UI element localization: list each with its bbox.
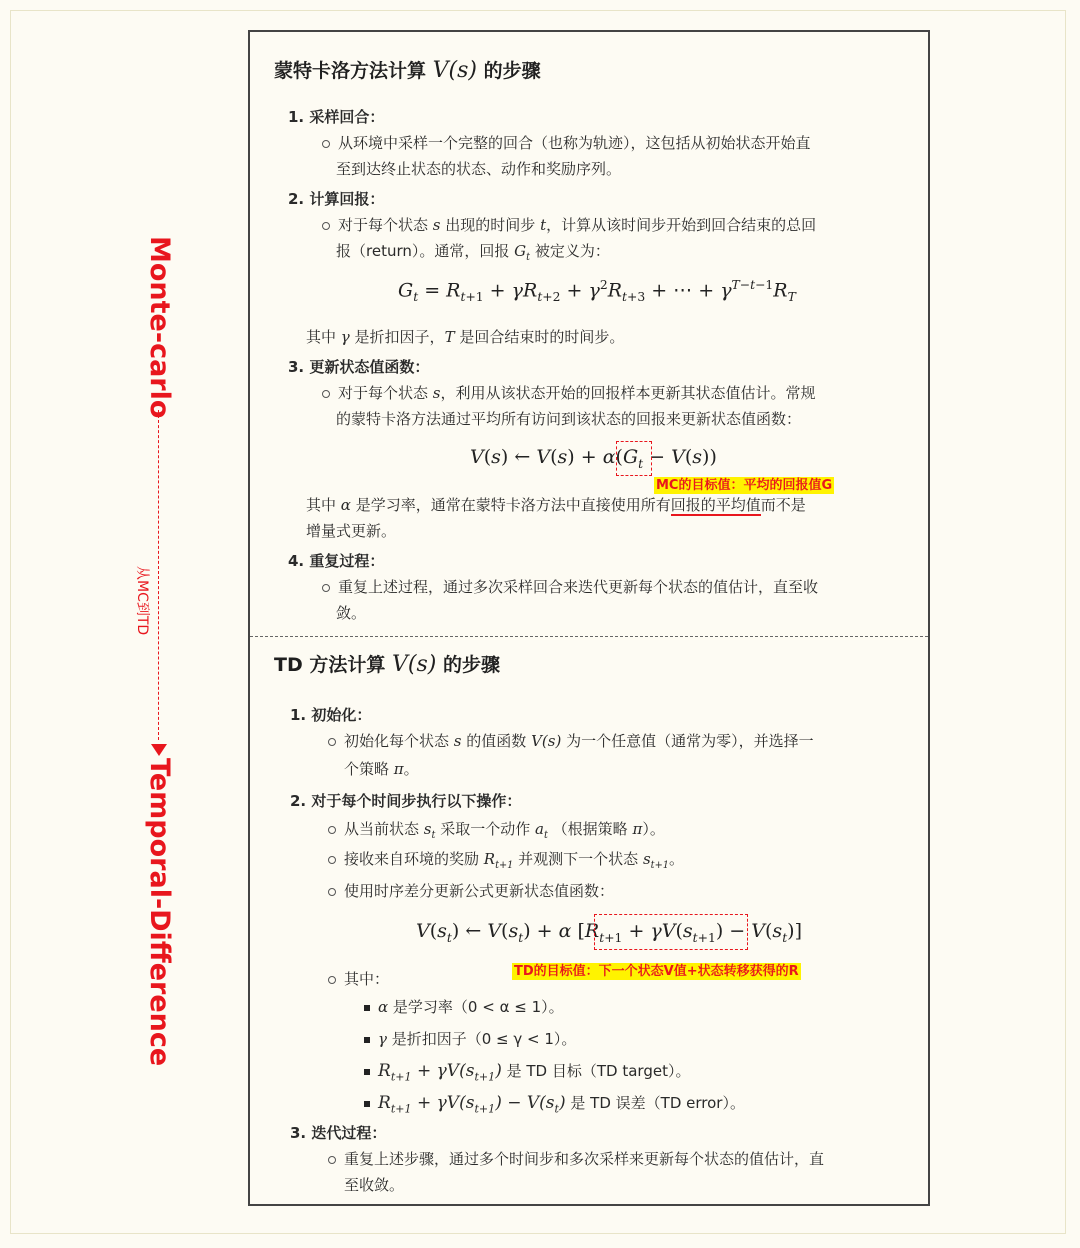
mc-step4-line2: 敛。: [336, 604, 367, 622]
transition-line: [158, 410, 159, 740]
td-step1-title: 1. 初始化：: [290, 706, 372, 724]
mc-step1-line2: 至到达终止状态的状态、动作和奖励序列。: [336, 160, 622, 178]
mc-update-equation: V(s) ← $V(s) + \alpha(G_t - V(s))$: [470, 446, 717, 471]
mc-step3-line1: 对于每个状态 s，利用从该状态开始的回报样本更新其状态值估计。常规: [322, 380, 816, 406]
td-update-equation: $V(s_t)$ ← $V(s_t) + \alpha$ $[R_{t+1} + \gamma V(s_{t+1}) - V(s_t)]$: [416, 920, 802, 945]
td-step1-line1: 初始化每个状态 s 的值函数 V(s) 为一个任意值（通常为零），并选择一: [328, 728, 814, 754]
mc-step3-note1: 其中 α 是学习率，通常在蒙特卡洛方法中直接使用所有回报的平均值而不是: [306, 496, 806, 514]
td-step3-title: 3. 迭代过程：: [290, 1124, 387, 1142]
transition-label: 从MC到TD: [134, 566, 150, 636]
transition-arrow-icon: [151, 744, 167, 756]
mc-target-box: [616, 441, 652, 476]
section-divider: [250, 636, 928, 637]
mc-step3-note2: 增量式更新。: [306, 522, 397, 540]
td-step3-line2: 至收敛。: [344, 1176, 405, 1194]
td-step3-line1: 重复上述步骤，通过多个时间步和多次采样来更新每个状态的值估计，直: [328, 1146, 824, 1172]
temporal-difference-label: Temporal-Difference: [144, 758, 175, 1067]
td-where-item3: $R_{t+1} + \gamma V(s_{t+1})$ 是 TD 目标（TD target）。: [364, 1058, 690, 1090]
mc-step4-title: 4. 重复过程：: [288, 552, 385, 570]
td-step2-bullet3: 使用时序差分更新公式更新状态值函数：: [328, 878, 614, 904]
td-where-item2: γ 是折扣因子（0 ≤ γ < 1）。: [364, 1026, 576, 1052]
mc-step2-title: 2. 计算回报：: [288, 190, 385, 208]
mc-step2-line2: 报（return）。通常，回报 $G_t$ 被定义为：: [336, 242, 610, 263]
return-equation: $G_t = R_{t+1} + \gamma R_{t+2} + \gamma^2R_{t+3}$ + ⋯ + $\gamma^{T-t-1}R_T$: [398, 278, 796, 305]
mc-step2-line1: 对于每个状态 s 出现的时间步 t，计算从该时间步开始到回合结束的总回: [322, 212, 816, 238]
td-step2-bullet2: 接收来自环境的奖励 $R_{t+1}$ 并观测下一个状态 $s_{t+1}$。: [328, 846, 684, 879]
td-target-annotation: TD的目标值：下一个状态V值+状态转移获得的R: [514, 964, 799, 979]
mc-step1-title: 1. 采样回合：: [288, 108, 385, 126]
content-card: [248, 30, 930, 1206]
td-step2-bullet1: 从当前状态 $s_t$ 采取一个动作 $a_t$ （根据策略 π）。: [328, 816, 665, 849]
td-where-item4: $R_{t+1} + \gamma V(s_{t+1}) - V(s_t)$ 是 TD 误差（TD error）。: [364, 1090, 745, 1122]
td-where-item1: α 是学习率（0 < α ≤ 1）。: [364, 994, 564, 1020]
td-step1-line2: 个策略 π。: [344, 760, 419, 778]
mc-step4-line1: 重复上述过程，通过多次采样回合来迭代更新每个状态的值估计，直至收: [322, 574, 818, 600]
mc-target-annotation: MC的目标值：平均的回报值G: [656, 478, 833, 493]
td-target-box: [594, 914, 748, 950]
td-step2-title: 2. 对于每个时间步执行以下操作：: [290, 792, 522, 810]
mc-step1-line1: 从环境中采样一个完整的回合（也称为轨迹），这包括从初始状态开始直: [322, 130, 811, 156]
td-title: TD 方法计算 V(s) 的步骤: [274, 652, 500, 677]
mc-title: 蒙特卡洛方法计算 V(s) 的步骤: [274, 58, 541, 83]
mc-step3-line2: 的蒙特卡洛方法通过平均所有访问到该状态的回报来更新状态值函数：: [336, 410, 802, 428]
mc-step3-title: 3. 更新状态值函数：: [288, 358, 430, 376]
monte-carlo-label: Monte-carlo: [144, 236, 175, 419]
mc-step2-note: 其中 γ 是折扣因子，T 是回合结束时的时间步。: [306, 328, 625, 346]
td-where-label: 其中：: [328, 966, 389, 992]
